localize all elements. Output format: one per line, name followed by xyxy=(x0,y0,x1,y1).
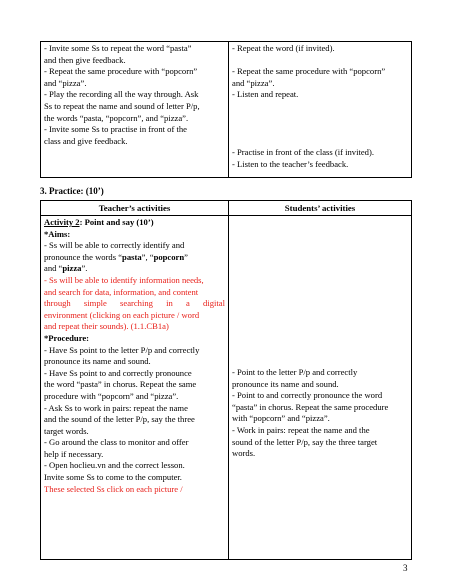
text-line: - Repeat the same procedure with “popcorn” xyxy=(232,66,386,77)
text-line: pronounce its name and sound. xyxy=(44,356,151,367)
text-line: - Invite some Ss to repeat the word “pasta” xyxy=(44,43,192,53)
target-word: pizza xyxy=(62,263,82,274)
text-line: and then give feedback. xyxy=(44,54,126,65)
text-line: “pasta” in chorus. Repeat the same procedure xyxy=(232,401,389,412)
digital-aim-line: through simple searching in a digital xyxy=(44,298,225,309)
aims-label: *Aims: xyxy=(44,228,71,239)
column-header: Students’ activities xyxy=(229,201,412,216)
text-line: and “pizza”. xyxy=(232,77,275,88)
text-line: - Listen to the teacher’s feedback. xyxy=(232,158,349,169)
text-line: - Practise in front of the class (if invited). xyxy=(232,147,374,158)
text-line: with “popcorn” and “pizza”. xyxy=(232,413,330,424)
text-line: - Listen and repeat. xyxy=(232,89,299,100)
text-line: - Repeat the word (if invited). xyxy=(232,43,335,53)
text-line: - Have Ss point to and correctly pronounce xyxy=(44,367,192,378)
activity-label: Activity 2 xyxy=(44,217,80,227)
text-line: - Ss will be able to correctly identify and xyxy=(44,240,185,251)
practice-table xyxy=(40,200,412,560)
procedure-label: *Procedure: xyxy=(44,332,90,343)
teacher-activities-cell xyxy=(41,42,229,178)
text-line: help if necessary. xyxy=(44,448,104,459)
text-line: procedure with “popcorn” and “pizza”. xyxy=(44,390,179,401)
digital-aim-line: environment (clicking on each picture / word xyxy=(44,309,200,320)
text-line: the word “pasta” in chorus. Repeat the same xyxy=(44,379,197,390)
text-line: - Have Ss point to the letter P/p and correctly xyxy=(44,344,200,355)
text-line: words. xyxy=(232,448,256,459)
digital-aim-line: and repeat their sounds). (1.1.CB1a) xyxy=(44,321,169,332)
text-line: pronounce the words “pasta”, “popcorn” xyxy=(44,251,188,262)
teacher-activities-cell xyxy=(41,216,229,560)
text-line: the words “pasta, “popcorn”, and “pizza”. xyxy=(44,112,189,123)
student-activities-cell xyxy=(229,216,412,560)
text-line: - Repeat the same procedure with “popcorn” xyxy=(44,66,198,77)
text-line: and the sound of the letter P/p, say the three xyxy=(44,414,195,425)
text-line: class and give feedback. xyxy=(44,135,128,146)
text-line: and “pizza”. xyxy=(44,263,88,274)
target-word: pasta xyxy=(122,251,142,262)
text-line: - Point to the letter P/p and correctly xyxy=(232,367,358,377)
section-title: 3. Practice: (10’) xyxy=(40,186,104,196)
text-line: - Point to and correctly pronounce the word xyxy=(232,390,383,401)
text-line: - Invite some Ss to practise in front of the xyxy=(44,124,187,135)
text-line: - Open hoclieu.vn and the correct lesson. xyxy=(44,460,185,471)
activity-heading xyxy=(44,217,225,229)
digital-aim-line: and search for data, information, and content xyxy=(44,286,199,297)
text-line: and “pizza”. xyxy=(44,77,87,88)
text-line: sound of the letter P/p, say the three target xyxy=(232,436,378,447)
text-line: target words. xyxy=(44,425,89,436)
text-line: Ss to repeat the name and sound of letter P/p, xyxy=(44,100,200,111)
page-number: 3 xyxy=(403,563,408,573)
text-line: - Play the recording all the way through. Ask xyxy=(44,89,199,100)
text-line: - Work in pairs: repeat the name and the xyxy=(232,424,370,435)
activity-title: : Point and say (10’) xyxy=(79,217,154,227)
student-activities-cell xyxy=(229,42,412,178)
target-word: popcorn xyxy=(153,251,185,262)
text-line: - Ask Ss to work in pairs: repeat the name xyxy=(44,402,188,413)
digital-procedure-line: These selected Ss click on each picture / xyxy=(44,483,183,494)
text-line: Invite some Ss to come to the computer. xyxy=(44,472,182,483)
column-header: Teacher’s activities xyxy=(41,201,229,216)
text-line: - Go around the class to monitor and offer xyxy=(44,437,189,448)
digital-aim-line: - Ss will be able to identify information needs, xyxy=(44,274,204,285)
text-line: pronounce its name and sound. xyxy=(232,378,339,389)
previous-activity-table xyxy=(40,41,412,178)
